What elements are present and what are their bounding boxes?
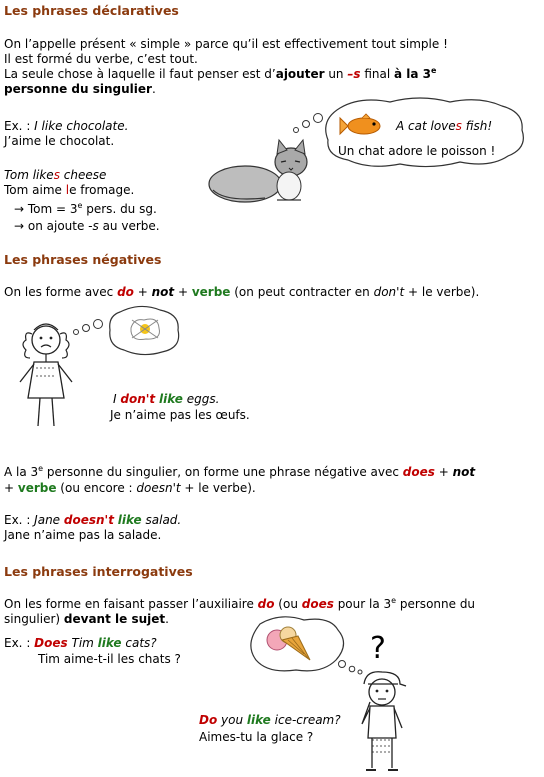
declaratives-line-2: Il est formé du verbe, c’est tout.	[4, 52, 198, 66]
boy-illustration	[352, 668, 412, 774]
interrogatives-example-1-translation: Tim aime-t-il les chats ?	[38, 652, 181, 666]
bubble-french: Un chat adore le poisson !	[338, 144, 496, 158]
girl-illustration	[16, 318, 76, 430]
negatives-line-1: On les forme avec do + not + verbe (on peut contracter en don't + le verbe).	[4, 285, 480, 299]
declaratives-line-3: La seule chose à laquelle il faut penser est d’ajouter un –s final à la 3e	[4, 66, 437, 81]
bubble-english: A cat loves fish!	[396, 119, 493, 133]
declaratives-example-2: Tom likes cheese	[4, 168, 107, 182]
declaratives-example-2-translation: Tom aime le fromage.	[4, 183, 135, 197]
section-title-negatives: Les phrases négatives	[4, 252, 162, 267]
declaratives-example-1: Ex. : I like chocolate.	[4, 119, 129, 133]
interrogatives-example-1: Ex. : Does Tim like cats?	[4, 636, 157, 650]
interrogatives-example-2: Do you like ice-cream?	[199, 713, 341, 727]
goldfish-icon	[340, 114, 390, 138]
declaratives-note-1: → Tom = $3^e$ pers. du sg.	[14, 201, 157, 216]
question-mark: ?	[370, 631, 386, 666]
negatives-line-3: + verbe (ou encore : doesn't + le verbe).	[4, 481, 256, 495]
negatives-example-2-translation: Jane n’aime pas la salade.	[4, 528, 162, 542]
fried-egg-icon	[128, 316, 162, 342]
section-title-interrogatives: Les phrases interrogatives	[4, 564, 193, 579]
interrogatives-line-1: On les forme en faisant passer l’auxiliaire do (ou does pour la 3e personne du	[4, 596, 476, 611]
declaratives-line-1: On l’appelle présent « simple » parce qu’il est effectivement tout simple !	[4, 37, 448, 51]
section-title-declaratives: Les phrases déclaratives	[4, 3, 179, 18]
declaratives-example-1-translation: J’aime le chocolat.	[4, 134, 115, 148]
interrogatives-example-2-translation: Aimes-tu la glace ?	[199, 730, 314, 744]
negatives-example-2: Ex. : Jane doesn't like salad.	[4, 513, 182, 527]
interrogatives-line-2: singulier) devant le sujet.	[4, 612, 169, 626]
negatives-example-1: I don't like eggs.	[113, 392, 220, 406]
thought-bubble	[70, 306, 182, 356]
declaratives-line-4: personne du singulier.	[4, 82, 156, 96]
ice-cream-icon	[264, 626, 316, 666]
negatives-line-2: A la 3e personne du singulier, on forme une phrase négative avec does + not	[4, 464, 476, 479]
declaratives-note-2: → on ajoute -s au verbe.	[14, 219, 160, 233]
negatives-example-1-translation: Je n’aime pas les œufs.	[110, 408, 250, 422]
